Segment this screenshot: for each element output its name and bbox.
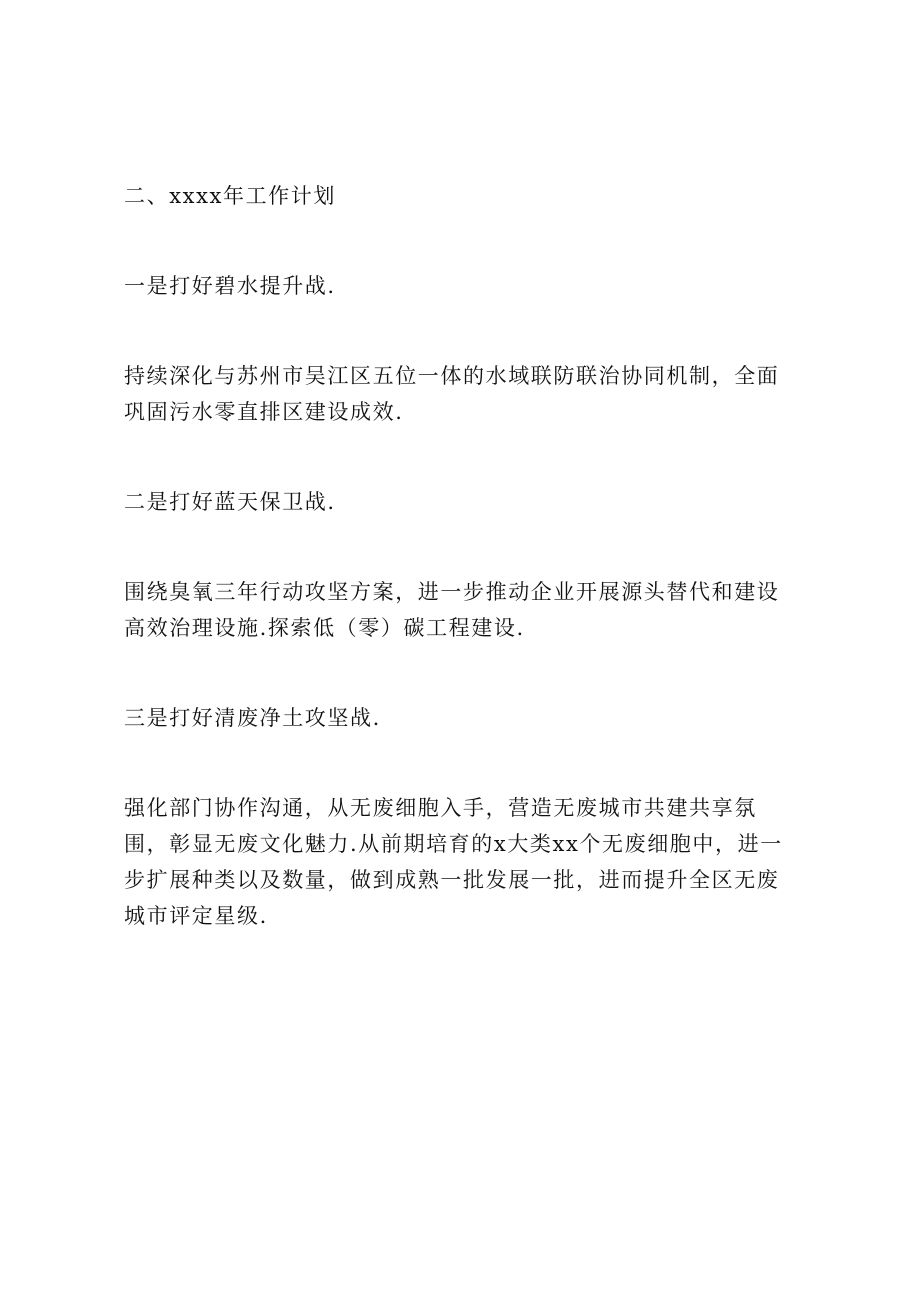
paragraph-5: 三是打好清废净土攻坚战. (124, 706, 381, 730)
section-heading: 二、xxxx年工作计划 (124, 184, 336, 208)
paragraph-2: 持续深化与苏州市吴江区五位一体的水域联防联治协同机制，全面巩固污水零直排区建设成效. (124, 364, 780, 424)
paragraph-6: 强化部门协作沟通，从无废细胞入手，营造无废城市共建共享氛围，彰显无废文化魅力.从前期培育的x大类xx个无废细胞中，进一步扩展种类以及数量，做到成熟一批发展一批，进而提升全区无废城市评定星级. (124, 796, 783, 928)
paragraph-1: 一是打好碧水提升战. (124, 274, 336, 298)
document-body (124, 178, 796, 988)
paragraph-4: 围绕臭氧三年行动攻坚方案，进一步推动企业开展源头替代和建设高效治理设施.探索低（零）碳工程建设. (124, 580, 780, 640)
paragraph-3: 二是打好蓝天保卫战. (124, 490, 336, 514)
